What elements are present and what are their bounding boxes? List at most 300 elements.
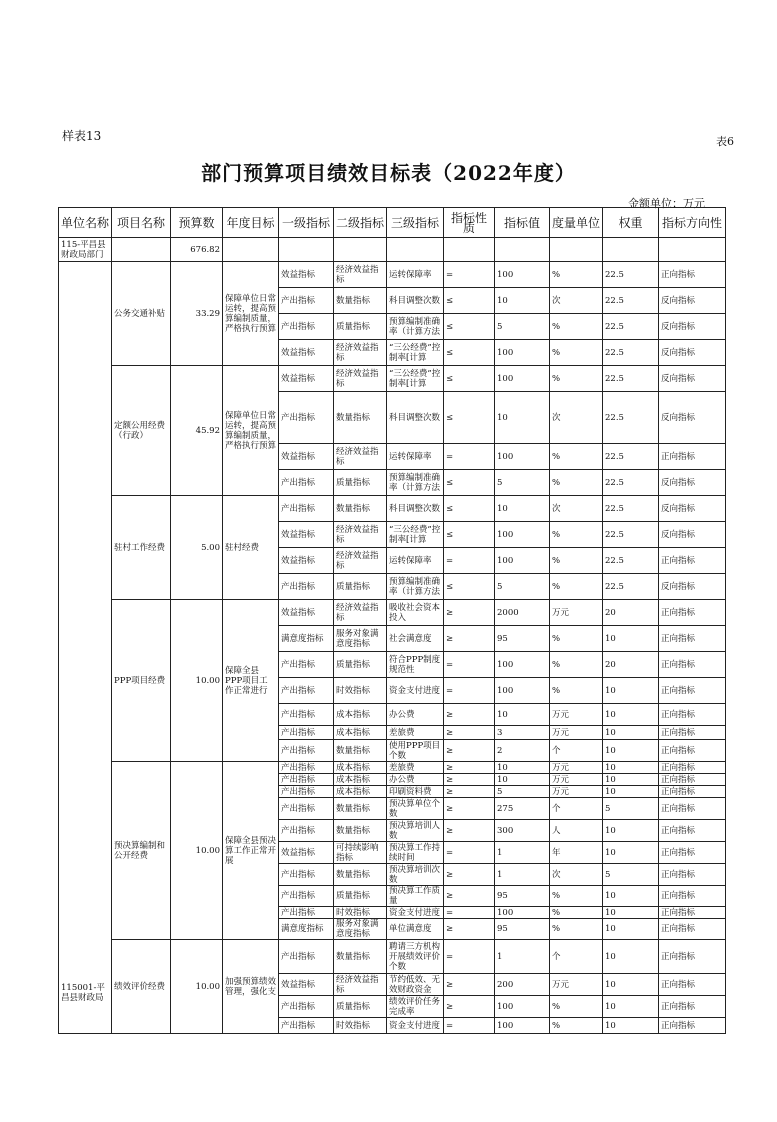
direction-cell: 正向指标 — [659, 726, 726, 740]
level2-cell: 时效指标 — [334, 1018, 387, 1034]
level2-cell: 成本指标 — [334, 774, 387, 786]
col-header: 单位名称 — [59, 208, 112, 238]
level3-cell: 科目调整次数 — [387, 392, 444, 444]
level3-cell: 差旅费 — [387, 726, 444, 740]
level3-cell: 运转保障率 — [387, 548, 444, 574]
weight-cell: 22.5 — [603, 470, 659, 496]
level2-cell: 经济效益指标 — [334, 340, 387, 366]
weight-cell: 10 — [603, 726, 659, 740]
level1-cell: 产出指标 — [279, 314, 334, 340]
nature-cell: ≥ — [444, 974, 495, 996]
level3-cell: “三公经费”控制率[计算 — [387, 522, 444, 548]
level3-cell: 办公费 — [387, 774, 444, 786]
level1-cell: 效益指标 — [279, 548, 334, 574]
weight-cell: 20 — [603, 600, 659, 626]
level2-cell: 质量指标 — [334, 886, 387, 907]
annual-goal-cell: 保障全县PPP项目工作正常进行 — [223, 600, 279, 762]
performance-target-table — [58, 207, 726, 1034]
nature-cell: ≤ — [444, 314, 495, 340]
dept-row — [59, 238, 726, 262]
weight-cell: 22.5 — [603, 574, 659, 600]
project-name-cell: PPP项目经费 — [112, 600, 171, 762]
value-cell: 1 — [495, 864, 550, 886]
level1-cell: 效益指标 — [279, 340, 334, 366]
direction-cell: 正向指标 — [659, 740, 726, 762]
value-cell: 100 — [495, 366, 550, 392]
level2-cell: 经济效益指标 — [334, 974, 387, 996]
unit-cell: 次 — [550, 864, 603, 886]
direction-cell: 正向指标 — [659, 262, 726, 288]
direction-cell: 正向指标 — [659, 1018, 726, 1034]
nature-cell: ≥ — [444, 886, 495, 907]
weight-cell: 22.5 — [603, 366, 659, 392]
level1-cell: 产出指标 — [279, 820, 334, 842]
level1-cell: 产出指标 — [279, 1018, 334, 1034]
level3-cell: 办公费 — [387, 704, 444, 726]
level3-cell: 预决算培训次数 — [387, 864, 444, 886]
direction-cell: 正向指标 — [659, 798, 726, 820]
nature-cell: ≤ — [444, 470, 495, 496]
weight-cell: 10 — [603, 774, 659, 786]
unit-cell: % — [550, 1018, 603, 1034]
direction-cell: 反向指标 — [659, 574, 726, 600]
col-header: 二级指标 — [334, 208, 387, 238]
direction-cell: 正向指标 — [659, 444, 726, 470]
level3-cell: 社会满意度 — [387, 626, 444, 652]
unit-cell: 年 — [550, 842, 603, 864]
value-cell: 10 — [495, 774, 550, 786]
project-name-cell: 定额公用经费（行政） — [112, 366, 171, 496]
value-cell: 10 — [495, 704, 550, 726]
value-cell: 5 — [495, 314, 550, 340]
direction-cell: 正向指标 — [659, 842, 726, 864]
level1-cell: 产出指标 — [279, 392, 334, 444]
value-cell: 5 — [495, 786, 550, 798]
direction-cell: 正向指标 — [659, 786, 726, 798]
direction-cell: 正向指标 — [659, 704, 726, 726]
level1-cell: 产出指标 — [279, 786, 334, 798]
value-cell: 100 — [495, 444, 550, 470]
weight-cell: 22.5 — [603, 314, 659, 340]
level2-cell: 成本指标 — [334, 762, 387, 774]
weight-cell: 10 — [603, 886, 659, 907]
unit-cell: 万元 — [550, 726, 603, 740]
col-header: 三级指标 — [387, 208, 444, 238]
unit-cell: % — [550, 522, 603, 548]
project-budget-cell: 45.92 — [171, 366, 223, 496]
value-cell: 10 — [495, 392, 550, 444]
level3-cell: 运转保障率 — [387, 262, 444, 288]
level2-cell: 服务对象满意度指标 — [334, 626, 387, 652]
weight-cell: 22.5 — [603, 340, 659, 366]
value-cell: 100 — [495, 678, 550, 704]
weight-cell: 10 — [603, 940, 659, 974]
level2-cell: 成本指标 — [334, 726, 387, 740]
value-cell: 100 — [495, 996, 550, 1018]
weight-cell: 10 — [603, 919, 659, 940]
level2-cell: 数量指标 — [334, 392, 387, 444]
unit-cell: % — [550, 444, 603, 470]
value-cell: 200 — [495, 974, 550, 996]
annual-goal-cell: 加强预算绩效管理，强化支 — [223, 940, 279, 1034]
project-budget-cell: 10.00 — [171, 940, 223, 1034]
unit-cell: % — [550, 626, 603, 652]
level3-cell: 预算编制准确率（计算方法 — [387, 470, 444, 496]
level1-cell: 效益指标 — [279, 262, 334, 288]
direction-cell: 正向指标 — [659, 820, 726, 842]
indicator-row — [59, 366, 726, 392]
nature-cell: ≥ — [444, 786, 495, 798]
level1-cell: 产出指标 — [279, 726, 334, 740]
unit-cell: % — [550, 340, 603, 366]
value-cell: 95 — [495, 919, 550, 940]
unit-cell: 个 — [550, 740, 603, 762]
level2-cell: 数量指标 — [334, 864, 387, 886]
level3-cell: “三公经费”控制率[计算 — [387, 340, 444, 366]
col-header: 预算数 — [171, 208, 223, 238]
project-budget-cell: 33.29 — [171, 262, 223, 366]
unit-cell: 人 — [550, 820, 603, 842]
weight-cell: 20 — [603, 652, 659, 678]
annual-goal-cell: 保障单位日常运转，提高预算编制质量，严格执行预算 — [223, 262, 279, 366]
project-budget-cell: 10.00 — [171, 600, 223, 762]
unit-cell: 次 — [550, 288, 603, 314]
unit-cell: % — [550, 548, 603, 574]
weight-cell: 10 — [603, 842, 659, 864]
nature-cell: ≤ — [444, 288, 495, 314]
annual-goal-cell: 保障单位日常运转，提高预算编制质量，严格执行预算 — [223, 366, 279, 496]
value-cell: 300 — [495, 820, 550, 842]
level3-cell: 印刷资料费 — [387, 786, 444, 798]
nature-cell: = — [444, 907, 495, 919]
level2-cell: 数量指标 — [334, 798, 387, 820]
col-header: 指标方向性 — [659, 208, 726, 238]
nature-cell: ≤ — [444, 392, 495, 444]
level1-cell: 产出指标 — [279, 652, 334, 678]
weight-cell: 10 — [603, 974, 659, 996]
direction-cell: 正向指标 — [659, 886, 726, 907]
nature-cell: = — [444, 940, 495, 974]
weight-cell: 22.5 — [603, 392, 659, 444]
table-number: 表6 — [716, 135, 734, 148]
level2-cell: 服务对象满意度指标 — [334, 919, 387, 940]
level1-cell: 效益指标 — [279, 522, 334, 548]
unit-cell: % — [550, 919, 603, 940]
nature-cell: ≤ — [444, 366, 495, 392]
level1-cell: 产出指标 — [279, 678, 334, 704]
nature-cell: ≤ — [444, 522, 495, 548]
indicator-row — [59, 262, 726, 288]
unit-cell: 个 — [550, 940, 603, 974]
nature-cell: ≤ — [444, 574, 495, 600]
weight-cell: 22.5 — [603, 444, 659, 470]
level2-cell: 质量指标 — [334, 574, 387, 600]
weight-cell: 5 — [603, 864, 659, 886]
level1-cell: 产出指标 — [279, 864, 334, 886]
dept-budget-cell: 676.82 — [171, 238, 223, 262]
direction-cell: 正向指标 — [659, 919, 726, 940]
value-cell: 275 — [495, 798, 550, 820]
level1-cell: 产出指标 — [279, 574, 334, 600]
weight-cell: 22.5 — [603, 522, 659, 548]
direction-cell: 正向指标 — [659, 907, 726, 919]
nature-cell: = — [444, 548, 495, 574]
nature-cell: = — [444, 444, 495, 470]
weight-cell: 22.5 — [603, 548, 659, 574]
weight-cell: 10 — [603, 740, 659, 762]
level3-cell: 运转保障率 — [387, 444, 444, 470]
level2-cell: 质量指标 — [334, 314, 387, 340]
level3-cell: 差旅费 — [387, 762, 444, 774]
direction-cell: 正向指标 — [659, 626, 726, 652]
col-header: 度量单位 — [550, 208, 603, 238]
value-cell: 1 — [495, 940, 550, 974]
level1-cell: 效益指标 — [279, 444, 334, 470]
value-cell: 3 — [495, 726, 550, 740]
direction-cell: 反向指标 — [659, 288, 726, 314]
nature-cell: ≥ — [444, 762, 495, 774]
unit-cell: 个 — [550, 798, 603, 820]
nature-cell: ≥ — [444, 626, 495, 652]
value-cell: 5 — [495, 470, 550, 496]
unit-cell: % — [550, 262, 603, 288]
level3-cell: 预算编制准确率（计算方法 — [387, 314, 444, 340]
form-number: 样表13 — [62, 129, 102, 143]
level2-cell: 经济效益指标 — [334, 366, 387, 392]
direction-cell: 正向指标 — [659, 996, 726, 1018]
direction-cell: 正向指标 — [659, 974, 726, 996]
direction-cell: 反向指标 — [659, 522, 726, 548]
table-body — [59, 238, 726, 1034]
direction-cell: 正向指标 — [659, 600, 726, 626]
unit-cell: 万元 — [550, 600, 603, 626]
unit-cell: % — [550, 366, 603, 392]
nature-cell: ≥ — [444, 919, 495, 940]
value-cell: 2000 — [495, 600, 550, 626]
level3-cell: 预决算培训人数 — [387, 820, 444, 842]
direction-cell: 反向指标 — [659, 366, 726, 392]
weight-cell: 22.5 — [603, 288, 659, 314]
value-cell: 100 — [495, 652, 550, 678]
weight-cell: 22.5 — [603, 496, 659, 522]
project-name-cell: 绩效评价经费 — [112, 940, 171, 1034]
level3-cell: 资金支付进度 — [387, 1018, 444, 1034]
level1-cell: 产出指标 — [279, 886, 334, 907]
direction-cell: 反向指标 — [659, 470, 726, 496]
col-header: 指标性质 — [444, 208, 495, 238]
direction-cell: 反向指标 — [659, 496, 726, 522]
direction-cell: 反向指标 — [659, 314, 726, 340]
weight-cell: 5 — [603, 798, 659, 820]
level3-cell: 节约低效、无效财政资金 — [387, 974, 444, 996]
level3-cell: 预决算工作质量 — [387, 886, 444, 907]
direction-cell: 正向指标 — [659, 940, 726, 974]
level2-cell: 数量指标 — [334, 288, 387, 314]
unit-cell: 万元 — [550, 762, 603, 774]
level1-cell: 效益指标 — [279, 974, 334, 996]
weight-cell: 10 — [603, 678, 659, 704]
level1-cell: 产出指标 — [279, 996, 334, 1018]
level1-cell: 产出指标 — [279, 288, 334, 314]
project-budget-cell: 10.00 — [171, 762, 223, 940]
direction-cell: 反向指标 — [659, 392, 726, 444]
weight-cell: 10 — [603, 820, 659, 842]
level1-cell: 产出指标 — [279, 496, 334, 522]
level2-cell: 经济效益指标 — [334, 522, 387, 548]
nature-cell: ≥ — [444, 740, 495, 762]
dept-name-cell: 115-平昌县财政局部门 — [59, 238, 112, 262]
weight-cell: 10 — [603, 996, 659, 1018]
unit-cell: % — [550, 470, 603, 496]
nature-cell: ≥ — [444, 798, 495, 820]
level1-cell: 产出指标 — [279, 470, 334, 496]
value-cell: 100 — [495, 522, 550, 548]
nature-cell: ≥ — [444, 996, 495, 1018]
annual-goal-cell: 保障全县预决算工作正常开展 — [223, 762, 279, 940]
weight-cell: 22.5 — [603, 262, 659, 288]
level3-cell: 预决算单位个数 — [387, 798, 444, 820]
level1-cell: 效益指标 — [279, 366, 334, 392]
nature-cell: = — [444, 652, 495, 678]
level3-cell: 预决算工作持续时间 — [387, 842, 444, 864]
unit-name-cell: 115001-平昌县财政局 — [59, 262, 112, 1034]
level3-cell: 科目调整次数 — [387, 496, 444, 522]
indicator-row — [59, 940, 726, 974]
unit-cell: 万元 — [550, 786, 603, 798]
level3-cell: 资金支付进度 — [387, 678, 444, 704]
weight-cell: 10 — [603, 626, 659, 652]
indicator-row — [59, 496, 726, 522]
unit-cell: % — [550, 996, 603, 1018]
level2-cell: 数量指标 — [334, 740, 387, 762]
level2-cell: 质量指标 — [334, 652, 387, 678]
level2-cell: 经济效益指标 — [334, 444, 387, 470]
nature-cell: = — [444, 842, 495, 864]
nature-cell: ≥ — [444, 820, 495, 842]
direction-cell: 正向指标 — [659, 652, 726, 678]
level3-cell: 吸收社会资本投入 — [387, 600, 444, 626]
level3-cell: 资金支付进度 — [387, 907, 444, 919]
level1-cell: 效益指标 — [279, 600, 334, 626]
level2-cell: 可持续影响指标 — [334, 842, 387, 864]
weight-cell: 10 — [603, 907, 659, 919]
nature-cell: ≥ — [444, 600, 495, 626]
unit-cell: % — [550, 907, 603, 919]
unit-cell: % — [550, 886, 603, 907]
nature-cell: ≤ — [444, 496, 495, 522]
level2-cell: 经济效益指标 — [334, 548, 387, 574]
nature-cell: ≥ — [444, 726, 495, 740]
col-header: 指标值 — [495, 208, 550, 238]
indicator-row — [59, 600, 726, 626]
nature-cell: = — [444, 1018, 495, 1034]
value-cell: 100 — [495, 907, 550, 919]
value-cell: 5 — [495, 574, 550, 600]
level3-cell: 使用PPP项目个数 — [387, 740, 444, 762]
direction-cell: 正向指标 — [659, 548, 726, 574]
value-cell: 100 — [495, 340, 550, 366]
nature-cell: ≥ — [444, 774, 495, 786]
project-budget-cell: 5.00 — [171, 496, 223, 600]
level2-cell: 时效指标 — [334, 678, 387, 704]
nature-cell: ≤ — [444, 340, 495, 366]
direction-cell: 正向指标 — [659, 762, 726, 774]
nature-cell: ≥ — [444, 864, 495, 886]
nature-cell: = — [444, 262, 495, 288]
value-cell: 95 — [495, 626, 550, 652]
weight-cell: 10 — [603, 704, 659, 726]
unit-cell: 次 — [550, 496, 603, 522]
unit-cell: % — [550, 652, 603, 678]
level3-cell: 单位满意度 — [387, 919, 444, 940]
header-row — [59, 208, 726, 238]
unit-cell: 万元 — [550, 774, 603, 786]
value-cell: 95 — [495, 886, 550, 907]
level1-cell: 产出指标 — [279, 762, 334, 774]
weight-cell: 10 — [603, 1018, 659, 1034]
unit-cell: % — [550, 678, 603, 704]
level2-cell: 质量指标 — [334, 470, 387, 496]
amount-unit: 金额单位：万元 — [628, 197, 705, 210]
nature-cell: ≥ — [444, 704, 495, 726]
value-cell: 2 — [495, 740, 550, 762]
nature-cell: = — [444, 678, 495, 704]
value-cell: 100 — [495, 1018, 550, 1034]
level1-cell: 产出指标 — [279, 704, 334, 726]
project-name-cell: 预决算编制和公开经费 — [112, 762, 171, 940]
level3-cell: 绩效评价任务完成率 — [387, 996, 444, 1018]
level1-cell: 满意度指标 — [279, 919, 334, 940]
value-cell: 100 — [495, 548, 550, 574]
unit-cell: 万元 — [550, 704, 603, 726]
indicator-row — [59, 762, 726, 774]
level1-cell: 效益指标 — [279, 842, 334, 864]
direction-cell: 正向指标 — [659, 774, 726, 786]
level2-cell: 数量指标 — [334, 940, 387, 974]
level2-cell: 数量指标 — [334, 820, 387, 842]
unit-cell: % — [550, 314, 603, 340]
col-header: 年度目标 — [223, 208, 279, 238]
level2-cell: 经济效益指标 — [334, 600, 387, 626]
project-name-cell: 公务交通补贴 — [112, 262, 171, 366]
direction-cell: 正向指标 — [659, 678, 726, 704]
value-cell: 1 — [495, 842, 550, 864]
level2-cell: 成本指标 — [334, 704, 387, 726]
level3-cell: 科目调整次数 — [387, 288, 444, 314]
level3-cell: 预算编制准确率（计算方法 — [387, 574, 444, 600]
direction-cell: 反向指标 — [659, 340, 726, 366]
col-header: 项目名称 — [112, 208, 171, 238]
page-title: 部门预算项目绩效目标表（2022年度） — [201, 161, 576, 185]
value-cell: 10 — [495, 762, 550, 774]
col-header: 一级指标 — [279, 208, 334, 238]
level1-cell: 产出指标 — [279, 798, 334, 820]
project-name-cell: 驻村工作经费 — [112, 496, 171, 600]
value-cell: 10 — [495, 496, 550, 522]
weight-cell: 10 — [603, 786, 659, 798]
level2-cell: 经济效益指标 — [334, 262, 387, 288]
level1-cell: 产出指标 — [279, 774, 334, 786]
unit-cell: 次 — [550, 392, 603, 444]
value-cell: 100 — [495, 262, 550, 288]
level1-cell: 产出指标 — [279, 907, 334, 919]
col-header: 权重 — [603, 208, 659, 238]
level3-cell: “三公经费”控制率[计算 — [387, 366, 444, 392]
level3-cell: 聘请三方机构开展绩效评价个数 — [387, 940, 444, 974]
unit-cell: % — [550, 574, 603, 600]
weight-cell: 10 — [603, 762, 659, 774]
direction-cell: 正向指标 — [659, 864, 726, 886]
